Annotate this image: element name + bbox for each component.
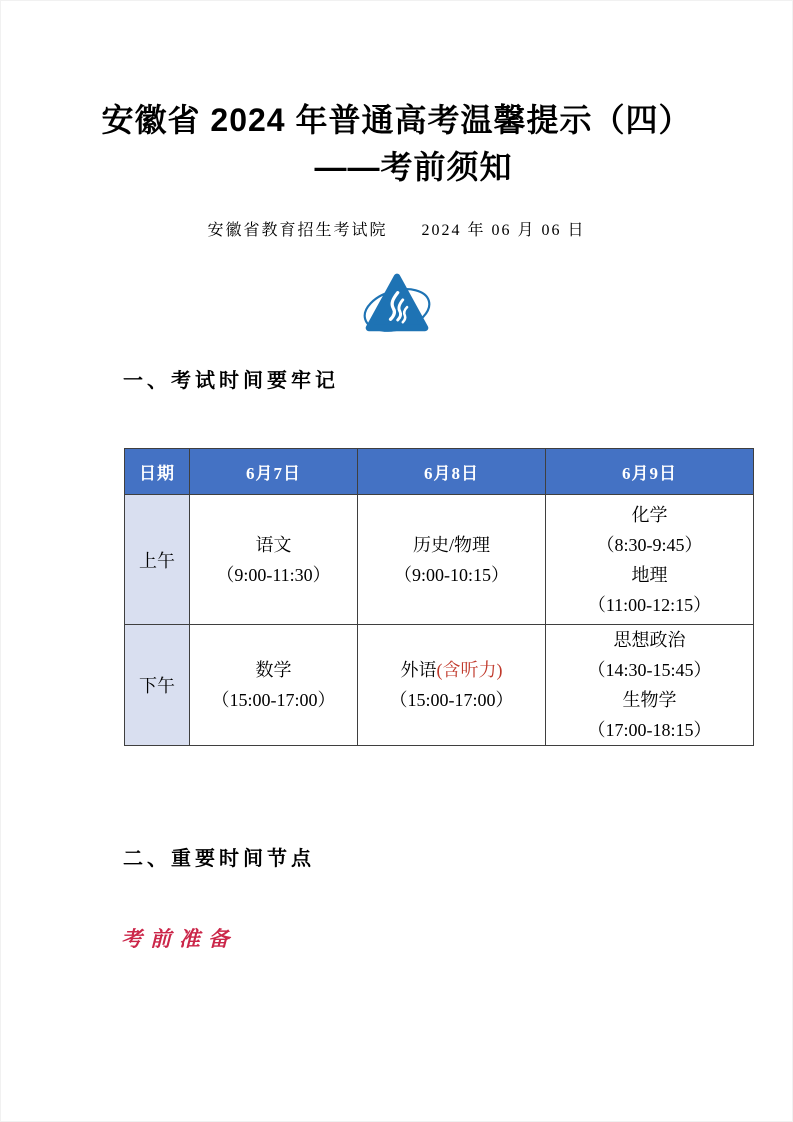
col-header-jun9: 6月9日 (546, 449, 754, 495)
page-title (0, 97, 793, 191)
row-header-morning: 上午 (125, 495, 190, 625)
time-line: （11:00-12:15） (587, 594, 712, 615)
table-header-row (125, 449, 754, 495)
section-2-heading: 二、重要时间节点 (123, 848, 315, 870)
table-row-morning (125, 495, 754, 625)
table-row-afternoon (125, 625, 754, 746)
time-line: （9:00-11:30） (216, 564, 331, 585)
subject-line: 地理 (631, 564, 668, 585)
subject-line: 化学 (631, 504, 668, 525)
subject-line: 思想政治 (613, 630, 686, 650)
time-line: （17:00-18:15） (587, 720, 712, 740)
cell-jun7-afternoon (190, 625, 358, 746)
byline-org: 安徽省教育招生考试院 (207, 222, 388, 239)
time-line: （9:00-10:15） (394, 564, 509, 585)
title-block (0, 97, 793, 240)
cell-jun9-morning (546, 495, 754, 625)
subject-line: 语文 (255, 534, 292, 555)
title-line-1: 安徽省 2024 年普通高考温馨提示（四） (101, 102, 692, 138)
cell-jun8-morning (358, 495, 546, 625)
time-line: （15:00-17:00） (211, 690, 336, 710)
pre-exam-prep-subheading: 考前准备 (121, 927, 237, 951)
cell-jun7-morning (190, 495, 358, 625)
cell-jun8-afternoon (358, 625, 546, 746)
section-1-heading: 一、考试时间要牢记 (123, 370, 339, 392)
col-header-jun7: 6月7日 (190, 449, 358, 495)
listening-note: (含听力) (436, 660, 503, 680)
time-line: （14:30-15:45） (587, 660, 712, 680)
institution-logo-icon (361, 268, 433, 344)
time-line: （15:00-17:00） (389, 690, 514, 710)
byline (0, 217, 793, 240)
foreign-language-label: 外语 (400, 660, 437, 680)
byline-date: 2024 年 06 月 06 日 (421, 222, 586, 239)
subject-line: 生物学 (622, 690, 677, 710)
time-line: （8:30-9:45） (596, 534, 703, 555)
exam-schedule-table (124, 448, 754, 746)
subject-line: 数学 (255, 660, 292, 680)
col-header-jun8: 6月8日 (358, 449, 546, 495)
subject-line: 历史/物理 (412, 534, 490, 555)
cell-jun9-afternoon (546, 625, 754, 746)
row-header-afternoon: 下午 (125, 625, 190, 746)
title-line-2: ——考前须知 (314, 149, 513, 185)
subject-line (358, 655, 545, 685)
col-header-date: 日期 (125, 449, 190, 495)
